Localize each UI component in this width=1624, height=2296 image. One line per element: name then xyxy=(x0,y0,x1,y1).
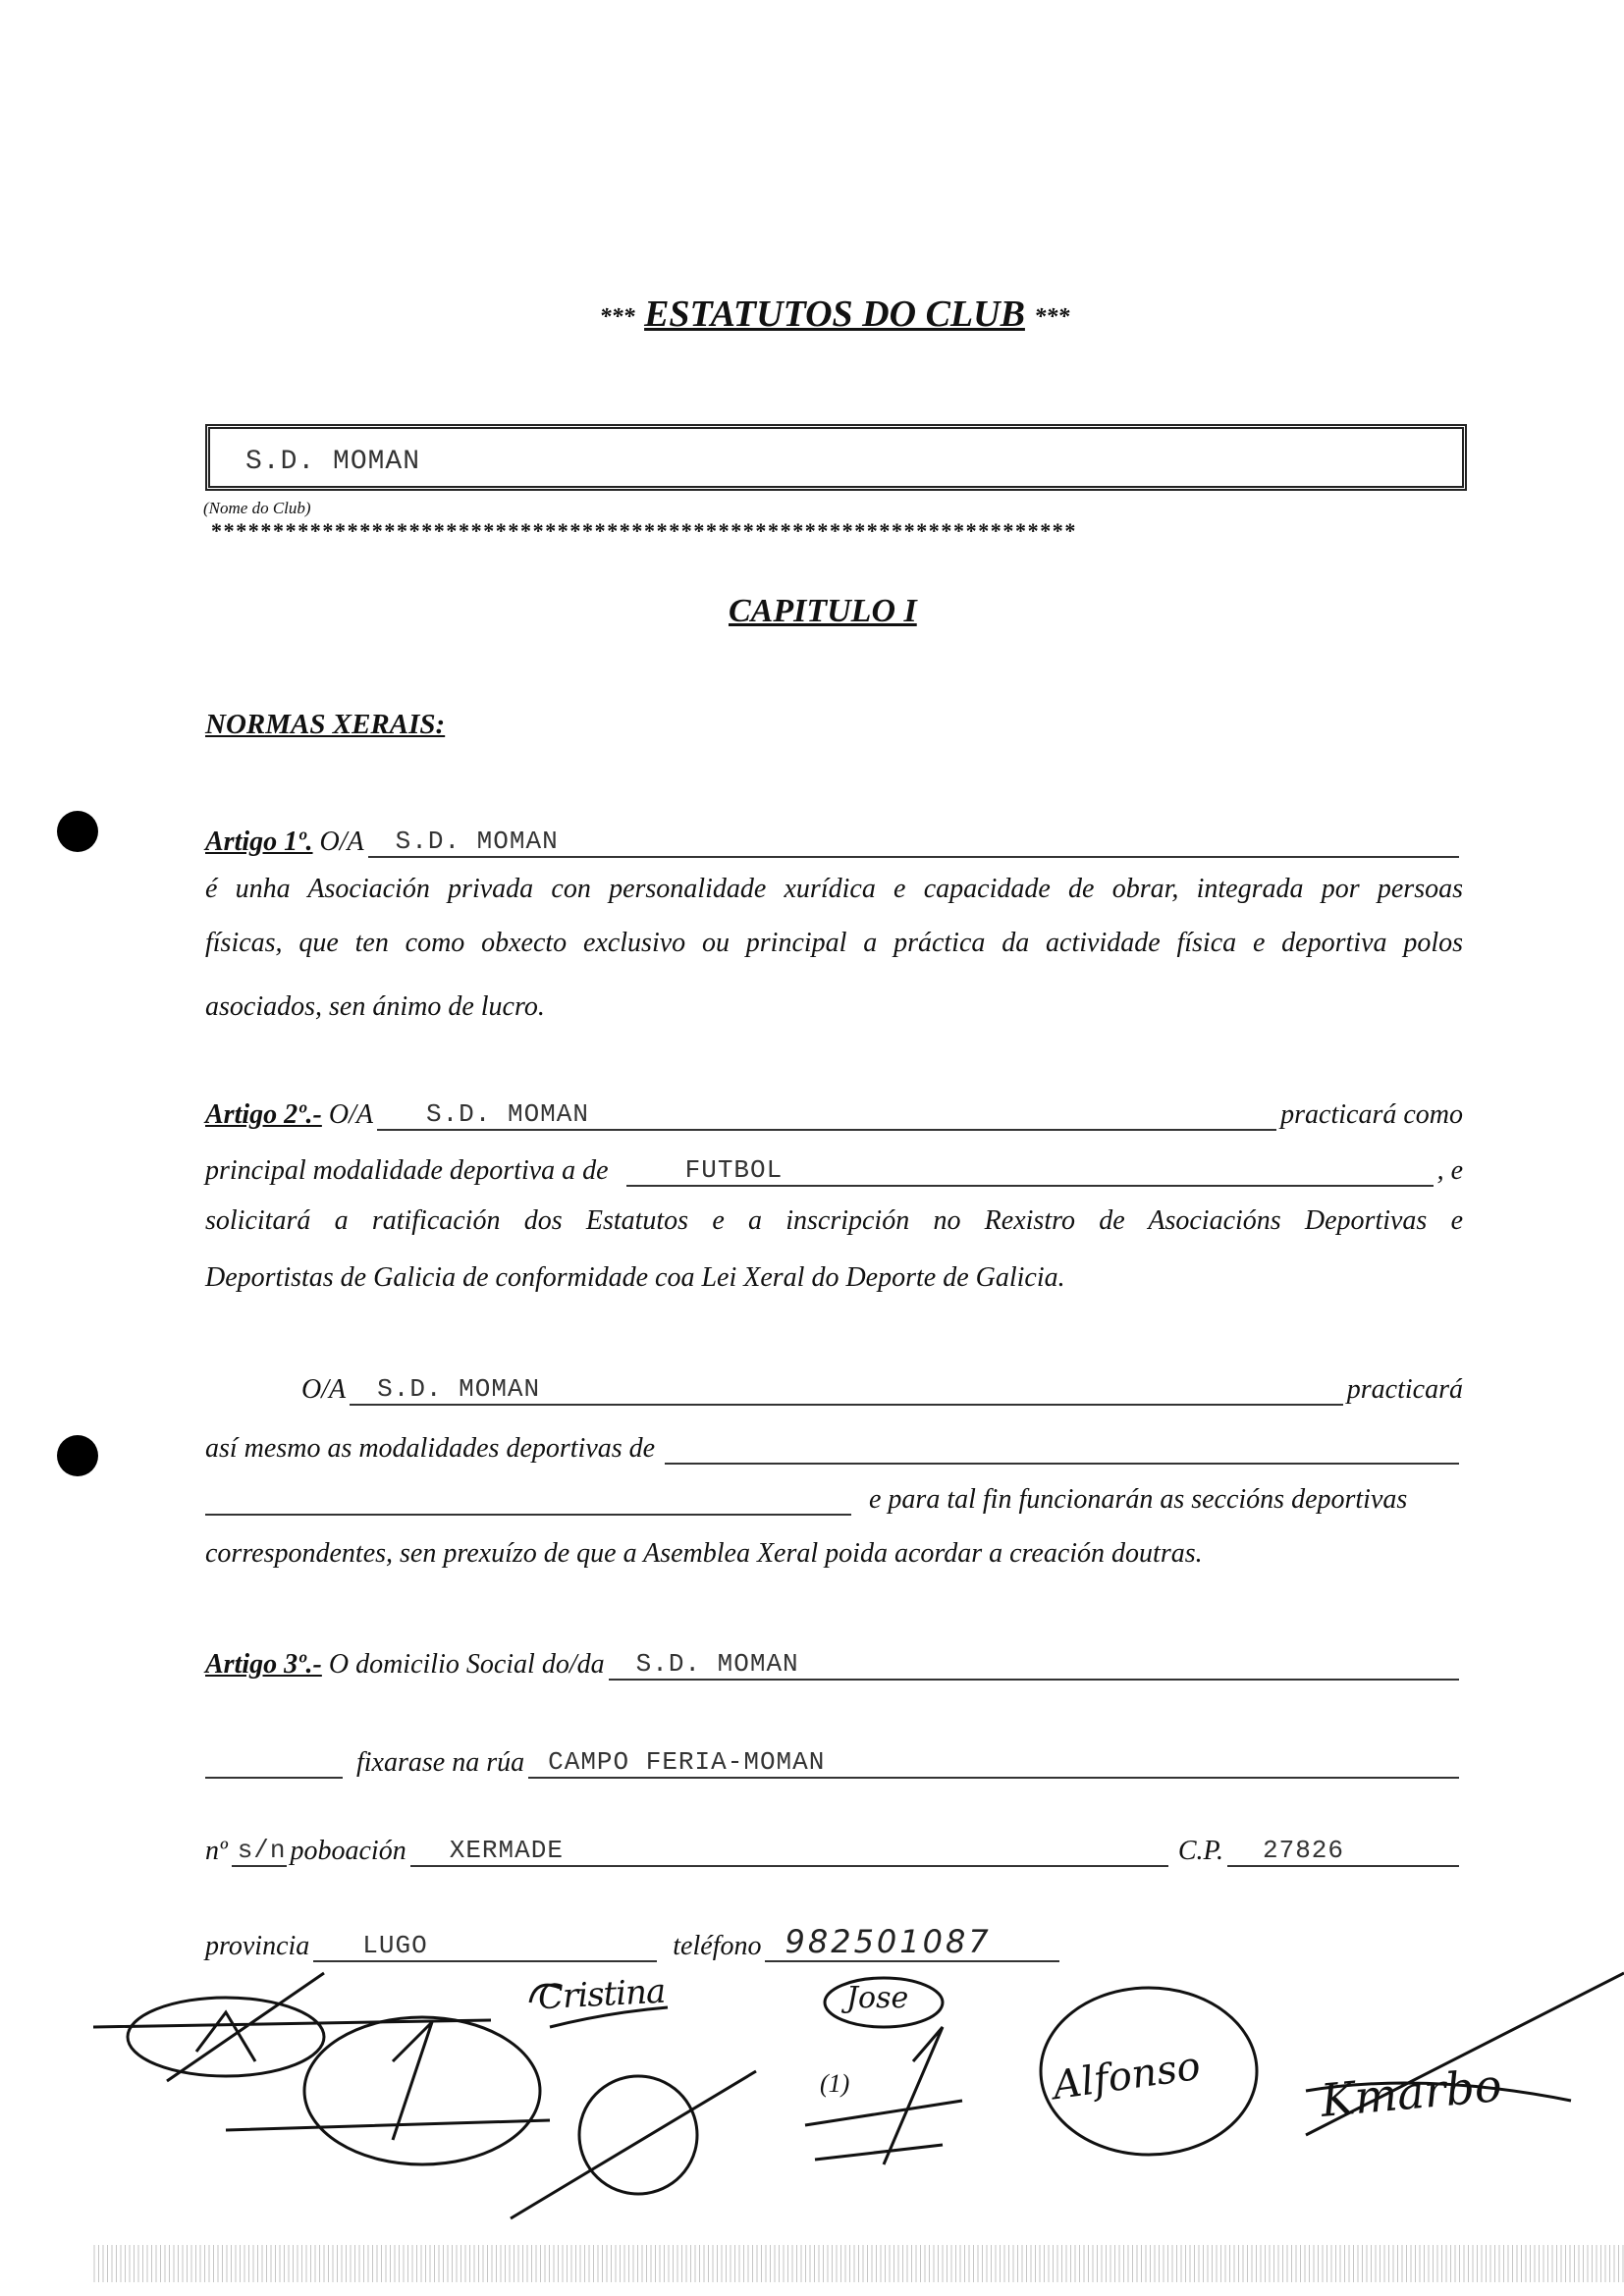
art2-other-sports-field-2 xyxy=(205,1484,851,1516)
art1-line1 xyxy=(205,823,1463,858)
street-field xyxy=(528,1747,1459,1779)
scan-noise-strip xyxy=(93,2245,1624,2282)
art3-line3 xyxy=(205,1832,1463,1867)
signature-4 xyxy=(511,2055,756,2218)
phone-value: 982501087 xyxy=(785,1923,992,1960)
art1-club-value: S.D. MOMAN xyxy=(395,827,559,856)
town-field xyxy=(410,1836,1168,1867)
art2-label: Artigo 2º.- xyxy=(205,1099,322,1130)
art2-other-sports-field xyxy=(665,1433,1459,1465)
art2-sport-field xyxy=(626,1155,1434,1187)
art2-prefix: O/A xyxy=(328,1099,373,1130)
signature-lettering-jose: Jose xyxy=(846,1981,909,2015)
asterisk-separator: ********************************************************************** xyxy=(211,518,1077,543)
club-name: S.D. MOMAN xyxy=(245,447,421,477)
punch-hole xyxy=(57,811,98,852)
club-name-caption: (Nome do Club) xyxy=(203,499,311,517)
art2-p2-line1 xyxy=(301,1370,1463,1406)
art1-text: asociados, sen ánimo de lucro. xyxy=(205,991,545,1022)
art1-text: é unha Asociación privada con personalidade xurídica e capacidade de obrar, integrada por persoas xyxy=(205,874,1463,904)
art2-club-value: S.D. MOMAN xyxy=(425,1099,589,1129)
art3-prefix: O domicilio Social do/da xyxy=(328,1649,605,1680)
art2-p2-line2 xyxy=(205,1429,1463,1465)
art1-club-field xyxy=(368,827,1459,858)
art3-label: Artigo 3º.- xyxy=(205,1649,322,1680)
art2-p2-line3 xyxy=(205,1480,1463,1516)
town-value: XERMADE xyxy=(449,1836,564,1865)
art2-line1 xyxy=(205,1095,1463,1131)
section-heading: NORMAS XERAIS: xyxy=(205,709,446,740)
number-label: nº xyxy=(205,1836,228,1866)
street-label: fixarase na rúa xyxy=(356,1747,525,1778)
phone-label: teléfono xyxy=(673,1931,762,1961)
art2-sport-label: principal modalidade deportiva a de xyxy=(205,1155,609,1186)
art2-club-field xyxy=(377,1099,1276,1131)
town-label: poboación xyxy=(290,1836,406,1866)
street-type-field xyxy=(205,1747,343,1779)
signature-lettering-cristina: Cristina xyxy=(537,1971,667,2018)
cp-value: 27826 xyxy=(1263,1836,1345,1865)
signature-lettering-kmarbo: Kmarbo xyxy=(1318,2058,1504,2127)
art2-line2 xyxy=(205,1151,1463,1187)
art1-prefix: O/A xyxy=(319,827,364,857)
street-value: CAMPO FERIA-MOMAN xyxy=(548,1747,826,1777)
art1-text: físicas, que ten como obxecto exclusivo ou principal a práctica da actividade física e deportiva polos xyxy=(205,928,1463,958)
art3-line2 xyxy=(205,1743,1463,1779)
art2-p2-club-field xyxy=(350,1374,1343,1406)
art2-other-sports-label: así mesmo as modalidades deportivas de xyxy=(205,1433,656,1464)
club-name-box xyxy=(205,424,1467,491)
signature-note: (1) xyxy=(820,2069,850,2098)
number-value: s/n xyxy=(237,1836,287,1865)
art2-text: correspondentes, sen prexuízo de que a Asemblea Xeral poida acordar a creación doutras. xyxy=(205,1538,1203,1569)
art2-text: solicitará a ratificación dos Estatutos e a inscripción no Rexistro de Asociacións Deportivas e xyxy=(205,1205,1463,1236)
province-value: LUGO xyxy=(362,1931,428,1960)
art1-label: Artigo 1º. xyxy=(205,827,313,857)
signature-2 xyxy=(226,2017,550,2164)
signature-5 xyxy=(805,2027,962,2164)
art2-suffix: practicará como xyxy=(1280,1099,1463,1130)
art3-line1 xyxy=(205,1645,1463,1681)
document-title xyxy=(0,293,1624,336)
art3-club-field xyxy=(609,1649,1459,1681)
title-stars: *** xyxy=(599,303,635,330)
province-label: provincia xyxy=(205,1931,310,1961)
art2-p2-prefix: O/A xyxy=(301,1374,347,1405)
title-text: ESTATUTOS DO CLUB xyxy=(644,294,1025,335)
art2-comma: , e xyxy=(1436,1155,1463,1186)
art2-p2-club-value: S.D. MOMAN xyxy=(377,1374,541,1404)
chapter-heading: CAPITULO I xyxy=(729,593,917,629)
punch-hole xyxy=(57,1435,98,1476)
art3-club-value: S.D. MOMAN xyxy=(635,1649,799,1679)
signature-lettering-alfonso: Alfonso xyxy=(1050,2043,1204,2109)
art2-text: Deportistas de Galicia de conformidade coa Lei Xeral do Deporte de Galicia. xyxy=(205,1262,1065,1293)
number-field xyxy=(232,1836,287,1867)
art2-sport-value: FUTBOL xyxy=(684,1155,784,1185)
art2-sections-text: e para tal fin funcionarán as seccións deportivas xyxy=(869,1484,1408,1515)
art2-p2-suffix: practicará xyxy=(1346,1374,1463,1405)
title-stars: *** xyxy=(1034,303,1070,330)
cp-label: C.P. xyxy=(1177,1836,1223,1866)
cp-field xyxy=(1227,1836,1459,1867)
